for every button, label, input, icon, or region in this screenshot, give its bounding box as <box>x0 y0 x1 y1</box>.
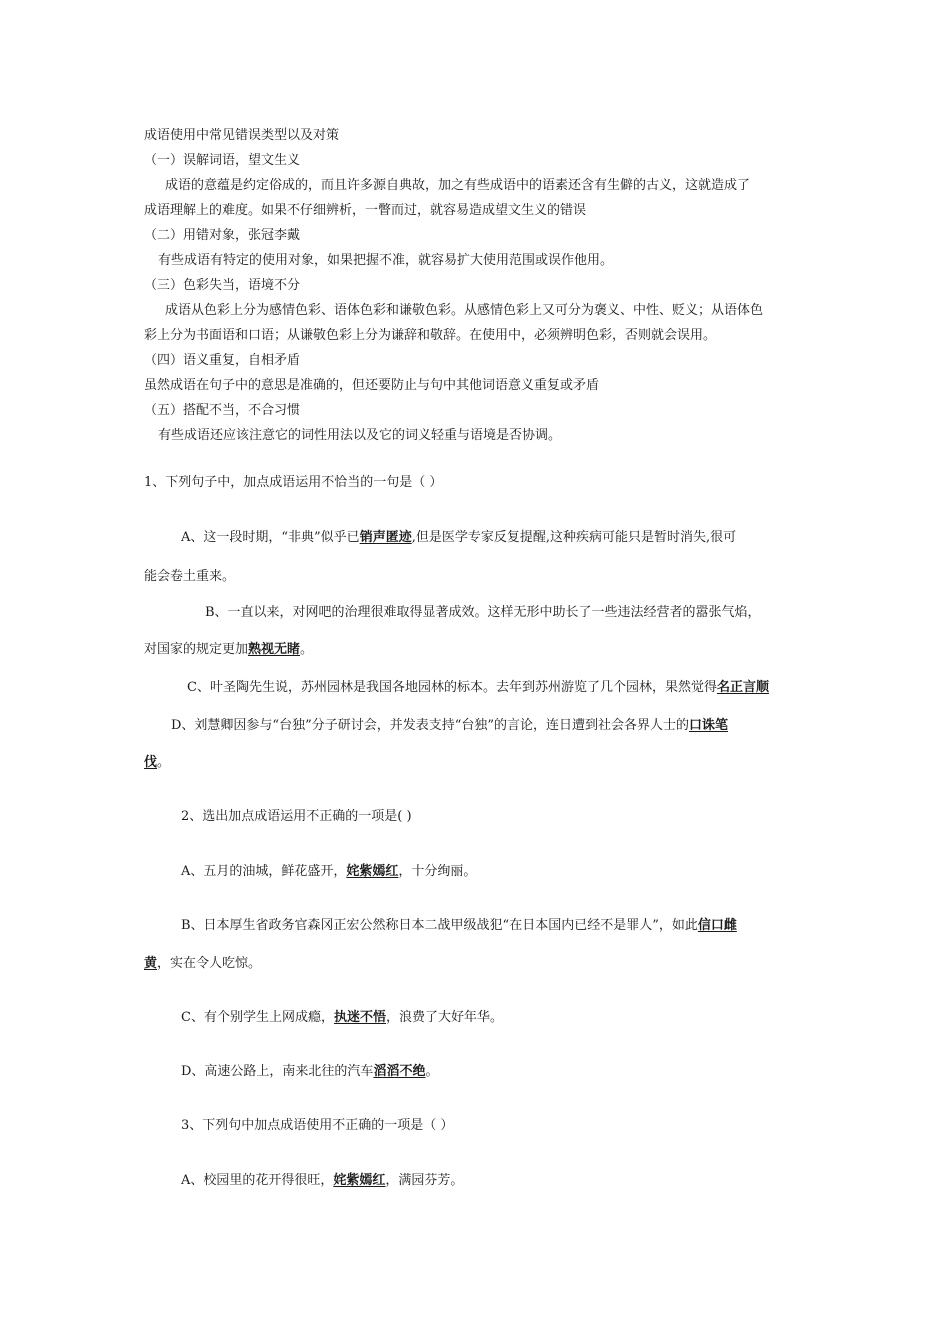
q2-d-idiom: 滔滔不绝 <box>373 1064 426 1079</box>
q1-a-text-after: ,但是医学专家反复提醒,这种疾病可能只是暂时消失,很可 <box>411 530 737 545</box>
question-1-option-d <box>171 718 807 734</box>
q3-a-text-after: ，满园芬芳。 <box>385 1173 464 1188</box>
section-5-body: 有些成语还应该注意它的词性用法以及它的词义轻重与语境是否协调。 <box>158 428 562 443</box>
q2-b-text-before: B、日本厚生省政务官森冈正宏公然称日本二战甲级战犯“在日本国内已经不是罪人”，如此 <box>181 918 698 933</box>
section-4-body: 虽然成语在句子中的意思是准确的，但还要防止与句中其他词语意义重复或矛盾 <box>144 378 600 393</box>
section-3-body-line-2: 彩上分为书面语和口语；从谦敬色彩上分为谦辞和敬辞。在使用中，必须辨明色彩，否则就会误用。 <box>144 328 717 343</box>
q2-b-idiom-part-1: 信口雌 <box>697 918 737 933</box>
q2-b-idiom-part-2: 黄 <box>144 956 158 971</box>
question-1-stem: 1、下列句子中，加点成语运用不恰当的一句是（ ） <box>144 475 443 490</box>
q2-b-text-after: ，实在令人吃惊。 <box>157 956 262 971</box>
q1-d-idiom-part-2: 伐 <box>144 755 158 770</box>
section-2-body: 有些成语有特定的使用对象，如果把握不准，就容易扩大使用范围或误作他用。 <box>158 253 614 268</box>
question-2-stem: 2、选出加点成语运用不正确的一项是( ) <box>181 809 412 824</box>
q1-a-idiom: 销声匿迹 <box>359 530 412 545</box>
question-1-option-c <box>187 680 807 696</box>
section-1-body-line-2: 成语理解上的难度。如果不仔细辨析，一瞥而过，就容易造成望文生义的错误 <box>144 203 587 218</box>
q1-a-text-before: A、这一段时期，“非典”似乎已 <box>181 530 360 545</box>
question-3-stem: 3、下列句中加点成语使用不正确的一项是（ ） <box>181 1118 454 1133</box>
q2-c-text-after: ，浪费了大好年华。 <box>385 1010 503 1025</box>
q1-d-text-after: 。 <box>157 755 171 770</box>
q2-c-text-before: C、有个别学生上网成瘾， <box>181 1010 334 1025</box>
q2-a-text-after: ，十分绚丽。 <box>398 864 477 879</box>
q2-d-text-before: D、高速公路上，南来北往的汽车 <box>181 1064 374 1079</box>
section-1-heading: （一）误解词语，望文生义 <box>144 153 301 168</box>
q2-a-text-before: A、五月的油城，鲜花盛开， <box>181 864 347 879</box>
q2-a-idiom: 姹紫嫣红 <box>346 864 399 879</box>
section-1-body-line-1: 成语的意蕴是约定俗成的，而且许多源自典故，加之有些成语中的语素还含有生僻的古义，这就造成了 <box>165 178 751 193</box>
question-3-option-a <box>181 1173 851 1189</box>
q2-d-text-after: 。 <box>425 1064 439 1079</box>
section-3-body-line-1: 成语从色彩上分为感情色彩、语体色彩和谦敬色彩。从感情色彩上又可分为褒义、中性、贬义；从语体色 <box>165 303 764 318</box>
q3-a-text-before: A、校园里的花开得很旺， <box>181 1173 334 1188</box>
question-2-option-b-continued <box>144 956 814 972</box>
q1-b-text-before: 对国家的规定更加 <box>144 642 249 657</box>
q1-c-text-before: C、叶圣陶先生说，苏州园林是我国各地园林的标本。去年到苏州游览了几个园林，果然觉得 <box>187 680 717 695</box>
question-1-option-a-continued: 能会卷土重来。 <box>144 569 236 584</box>
question-2-option-c <box>181 1010 851 1026</box>
section-3-heading: （三）色彩失当，语境不分 <box>144 278 301 293</box>
q1-c-idiom: 名正言顺 <box>716 680 769 695</box>
section-4-heading: （四）语义重复，自相矛盾 <box>144 353 301 368</box>
section-5-heading: （五）搭配不当，不合习惯 <box>144 403 301 418</box>
q2-c-idiom: 执迷不悟 <box>333 1010 386 1025</box>
section-2-heading: （二）用错对象，张冠李戴 <box>144 228 301 243</box>
question-2-option-b <box>181 918 807 934</box>
q3-a-idiom: 姹紫嫣红 <box>333 1173 386 1188</box>
question-2-option-a <box>181 864 851 880</box>
question-1-option-d-continued <box>144 755 814 771</box>
question-2-option-d <box>181 1064 851 1080</box>
q1-b-idiom: 熟视无睹 <box>248 642 301 657</box>
question-1-option-b-line-1: B、一直以来，对网吧的治理很难取得显著成效。这样无形中助长了一些违法经营者的嚣张气焰， <box>205 605 761 620</box>
q1-d-text-before: D、刘慧卿因参与“台独”分子研讨会，并发表支持“台独”的言论，连日遭到社会各界人士的 <box>171 718 690 733</box>
question-1-option-b-line-2 <box>144 642 814 658</box>
q1-d-idiom-part-1: 口诛笔 <box>689 718 729 733</box>
q1-b-text-after: 。 <box>300 642 314 657</box>
doc-title: 成语使用中常见错误类型以及对策 <box>144 128 340 143</box>
question-1-option-a <box>181 530 807 546</box>
